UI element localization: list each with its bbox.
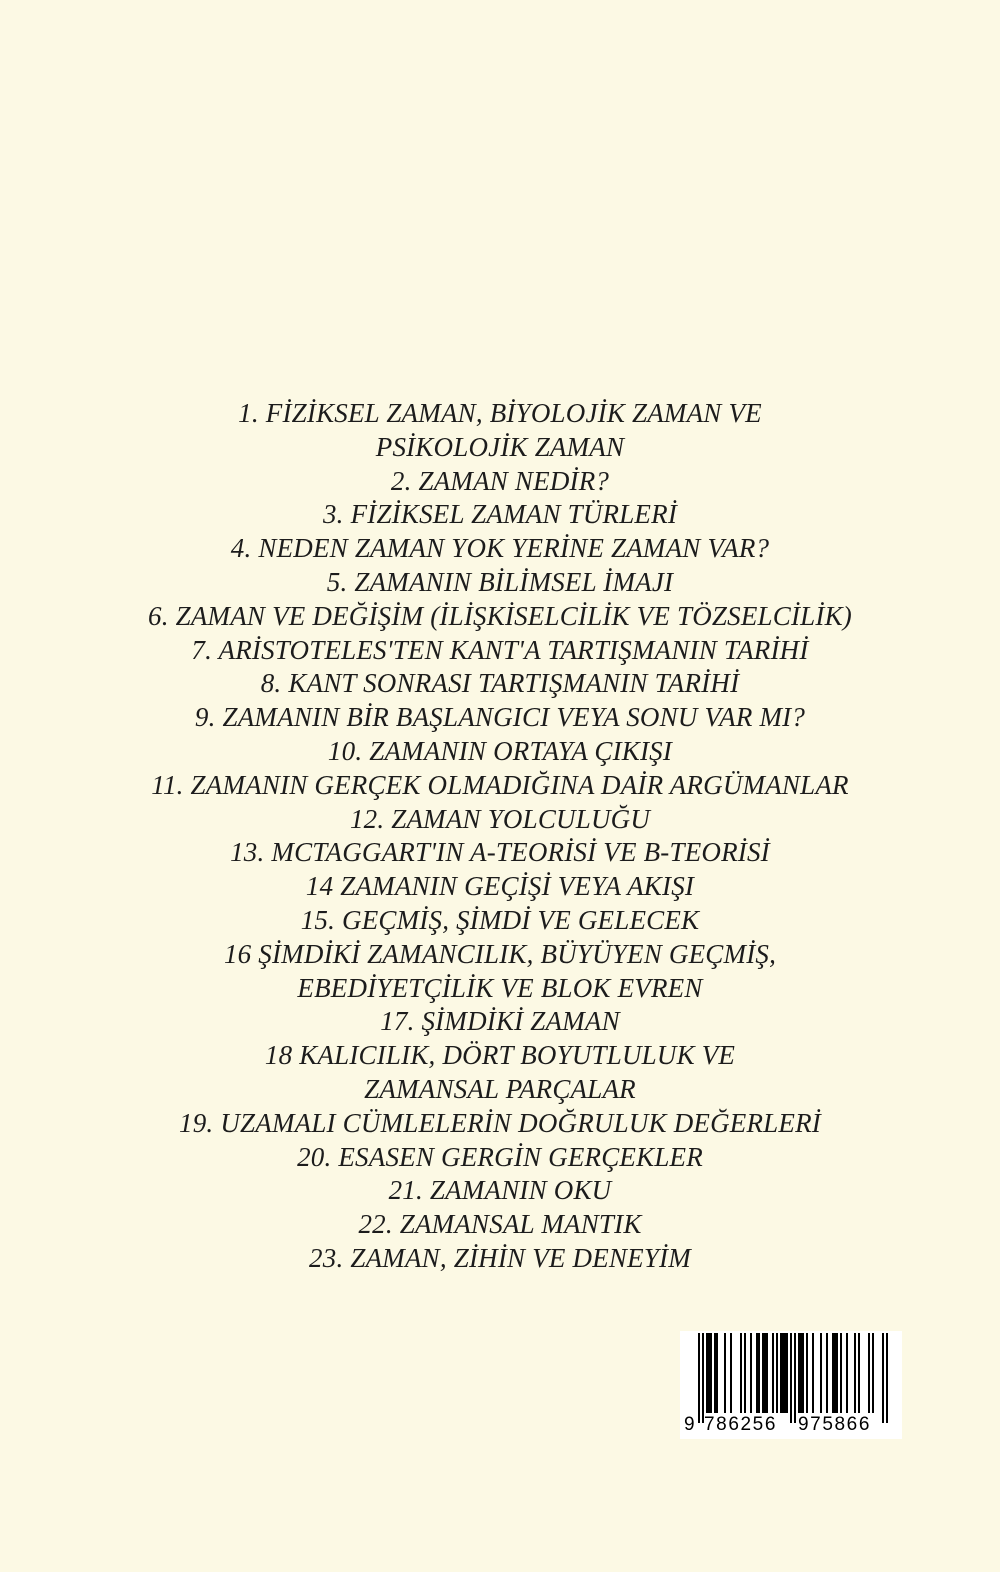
barcode-bar bbox=[758, 1333, 760, 1413]
barcode-bar bbox=[698, 1333, 700, 1423]
contents-line: 8. KANT SONRASI TARTIŞMANIN TARİHİ bbox=[260, 668, 740, 699]
barcode-bar bbox=[832, 1333, 834, 1413]
contents-line: PSİKOLOJİK ZAMAN bbox=[375, 431, 625, 462]
barcode-bar bbox=[846, 1333, 848, 1413]
contents-line: EBEDİYETÇİLİK VE BLOK EVREN bbox=[297, 972, 703, 1003]
barcode-bar bbox=[730, 1333, 732, 1413]
barcode-bar bbox=[772, 1333, 774, 1413]
barcode-bar bbox=[756, 1333, 758, 1413]
contents-line: 21. ZAMANIN OKU bbox=[388, 1175, 612, 1206]
barcode-bar bbox=[786, 1333, 788, 1413]
barcode-bar bbox=[764, 1333, 766, 1413]
barcode-bar bbox=[886, 1333, 888, 1423]
barcode-bar bbox=[794, 1333, 796, 1423]
contents-line: 9. ZAMANIN BİR BAŞLANGICI VEYA SONU VAR MI? bbox=[194, 702, 806, 733]
contents-line: 4. NEDEN ZAMAN YOK YERİNE ZAMAN VAR? bbox=[230, 533, 770, 564]
contents-line: 3. FİZİKSEL ZAMAN TÜRLERİ bbox=[322, 499, 678, 530]
contents-line: 12. ZAMAN YOLCULUĞU bbox=[349, 803, 651, 834]
contents-line: 13. MCTAGGART'IN A-TEORİSİ VE B-TEORİSİ bbox=[230, 837, 770, 868]
barcode-bar bbox=[834, 1333, 836, 1413]
barcode-bar bbox=[840, 1333, 842, 1413]
barcode-bar bbox=[872, 1333, 874, 1413]
barcode-bar bbox=[762, 1333, 764, 1413]
contents-line: ZAMANSAL PARÇALAR bbox=[364, 1073, 636, 1104]
barcode-bar bbox=[802, 1333, 804, 1413]
contents-line: 23. ZAMAN, ZİHİN VE DENEYİM bbox=[309, 1242, 691, 1273]
barcode-bar bbox=[714, 1333, 716, 1413]
barcode-bar bbox=[708, 1333, 710, 1413]
barcode-number bbox=[680, 1413, 902, 1437]
barcode-bar bbox=[744, 1333, 746, 1413]
barcode-bar bbox=[806, 1333, 808, 1413]
barcode-bar bbox=[750, 1333, 752, 1413]
contents-line: 16 ŞİMDİKİ ZAMANCILIK, BÜYÜYEN GEÇMİŞ, bbox=[223, 938, 777, 969]
contents-line: 1. FİZİKSEL ZAMAN, BİYOLOJİK ZAMAN VE bbox=[238, 398, 762, 428]
contents-line: 17. ŞİMDİKİ ZAMAN bbox=[380, 1006, 620, 1037]
contents-line: 15. GEÇMİŞ, ŞİMDİ VE GELECEK bbox=[300, 904, 700, 935]
barcode-bar bbox=[766, 1333, 768, 1413]
barcode-bar bbox=[836, 1333, 838, 1413]
barcode-bar bbox=[780, 1333, 782, 1413]
barcode-bar bbox=[782, 1333, 784, 1413]
contents-line: 20. ESASEN GERGİN GERÇEKLER bbox=[297, 1141, 703, 1172]
contents-line: 2. ZAMAN NEDİR? bbox=[390, 465, 610, 496]
barcode-bar bbox=[706, 1333, 708, 1413]
contents-line: 22. ZAMANSAL MANTIK bbox=[358, 1209, 642, 1240]
barcode-bar bbox=[740, 1333, 742, 1413]
barcode-bar bbox=[702, 1333, 704, 1423]
table-of-contents bbox=[0, 397, 1000, 1276]
barcode-bar bbox=[826, 1333, 828, 1413]
isbn-barcode bbox=[680, 1331, 902, 1439]
barcode-bar bbox=[716, 1333, 718, 1413]
barcode-lead-digit: 9 bbox=[684, 1414, 695, 1435]
barcode-left-digits: 786256 bbox=[704, 1414, 778, 1435]
contents-line: 11. ZAMANIN GERÇEK OLMADIĞINA DAİR ARGÜMANLAR bbox=[151, 769, 849, 800]
contents-line: 19. UZAMALI CÜMLELERİN DOĞRULUK DEĞERLERİ bbox=[179, 1107, 821, 1138]
barcode-bar bbox=[724, 1333, 726, 1413]
barcode-bar bbox=[812, 1333, 814, 1413]
barcode-bar bbox=[710, 1333, 712, 1413]
contents-line: 7. ARİSTOTELES'TEN KANT'A TARTIŞMANIN TARİHİ bbox=[191, 634, 809, 665]
barcode-bar bbox=[868, 1333, 870, 1413]
contents-line: 6. ZAMAN VE DEĞİŞİM (İLİŞKİSELCİLİK VE TÖZSELCİLİK) bbox=[148, 600, 852, 631]
barcode-bar bbox=[820, 1333, 822, 1413]
barcode-bar bbox=[882, 1333, 884, 1423]
barcode-bar bbox=[790, 1333, 792, 1423]
barcode-bar bbox=[784, 1333, 786, 1413]
barcode-bar bbox=[858, 1333, 860, 1413]
barcode-bar bbox=[776, 1333, 778, 1413]
barcode-bar bbox=[798, 1333, 800, 1413]
contents-line: 10. ZAMANIN ORTAYA ÇIKIŞI bbox=[327, 735, 673, 766]
contents-line: 18 KALICILIK, DÖRT BOYUTLULUK VE bbox=[264, 1040, 736, 1071]
contents-line: 14 ZAMANIN GEÇİŞİ VEYA AKIŞI bbox=[305, 871, 695, 902]
contents-line: 5. ZAMANIN BİLİMSEL İMAJI bbox=[326, 566, 674, 597]
barcode-bar bbox=[854, 1333, 856, 1413]
barcode-bar bbox=[800, 1333, 802, 1413]
barcode-right-digits: 975866 bbox=[798, 1414, 872, 1435]
